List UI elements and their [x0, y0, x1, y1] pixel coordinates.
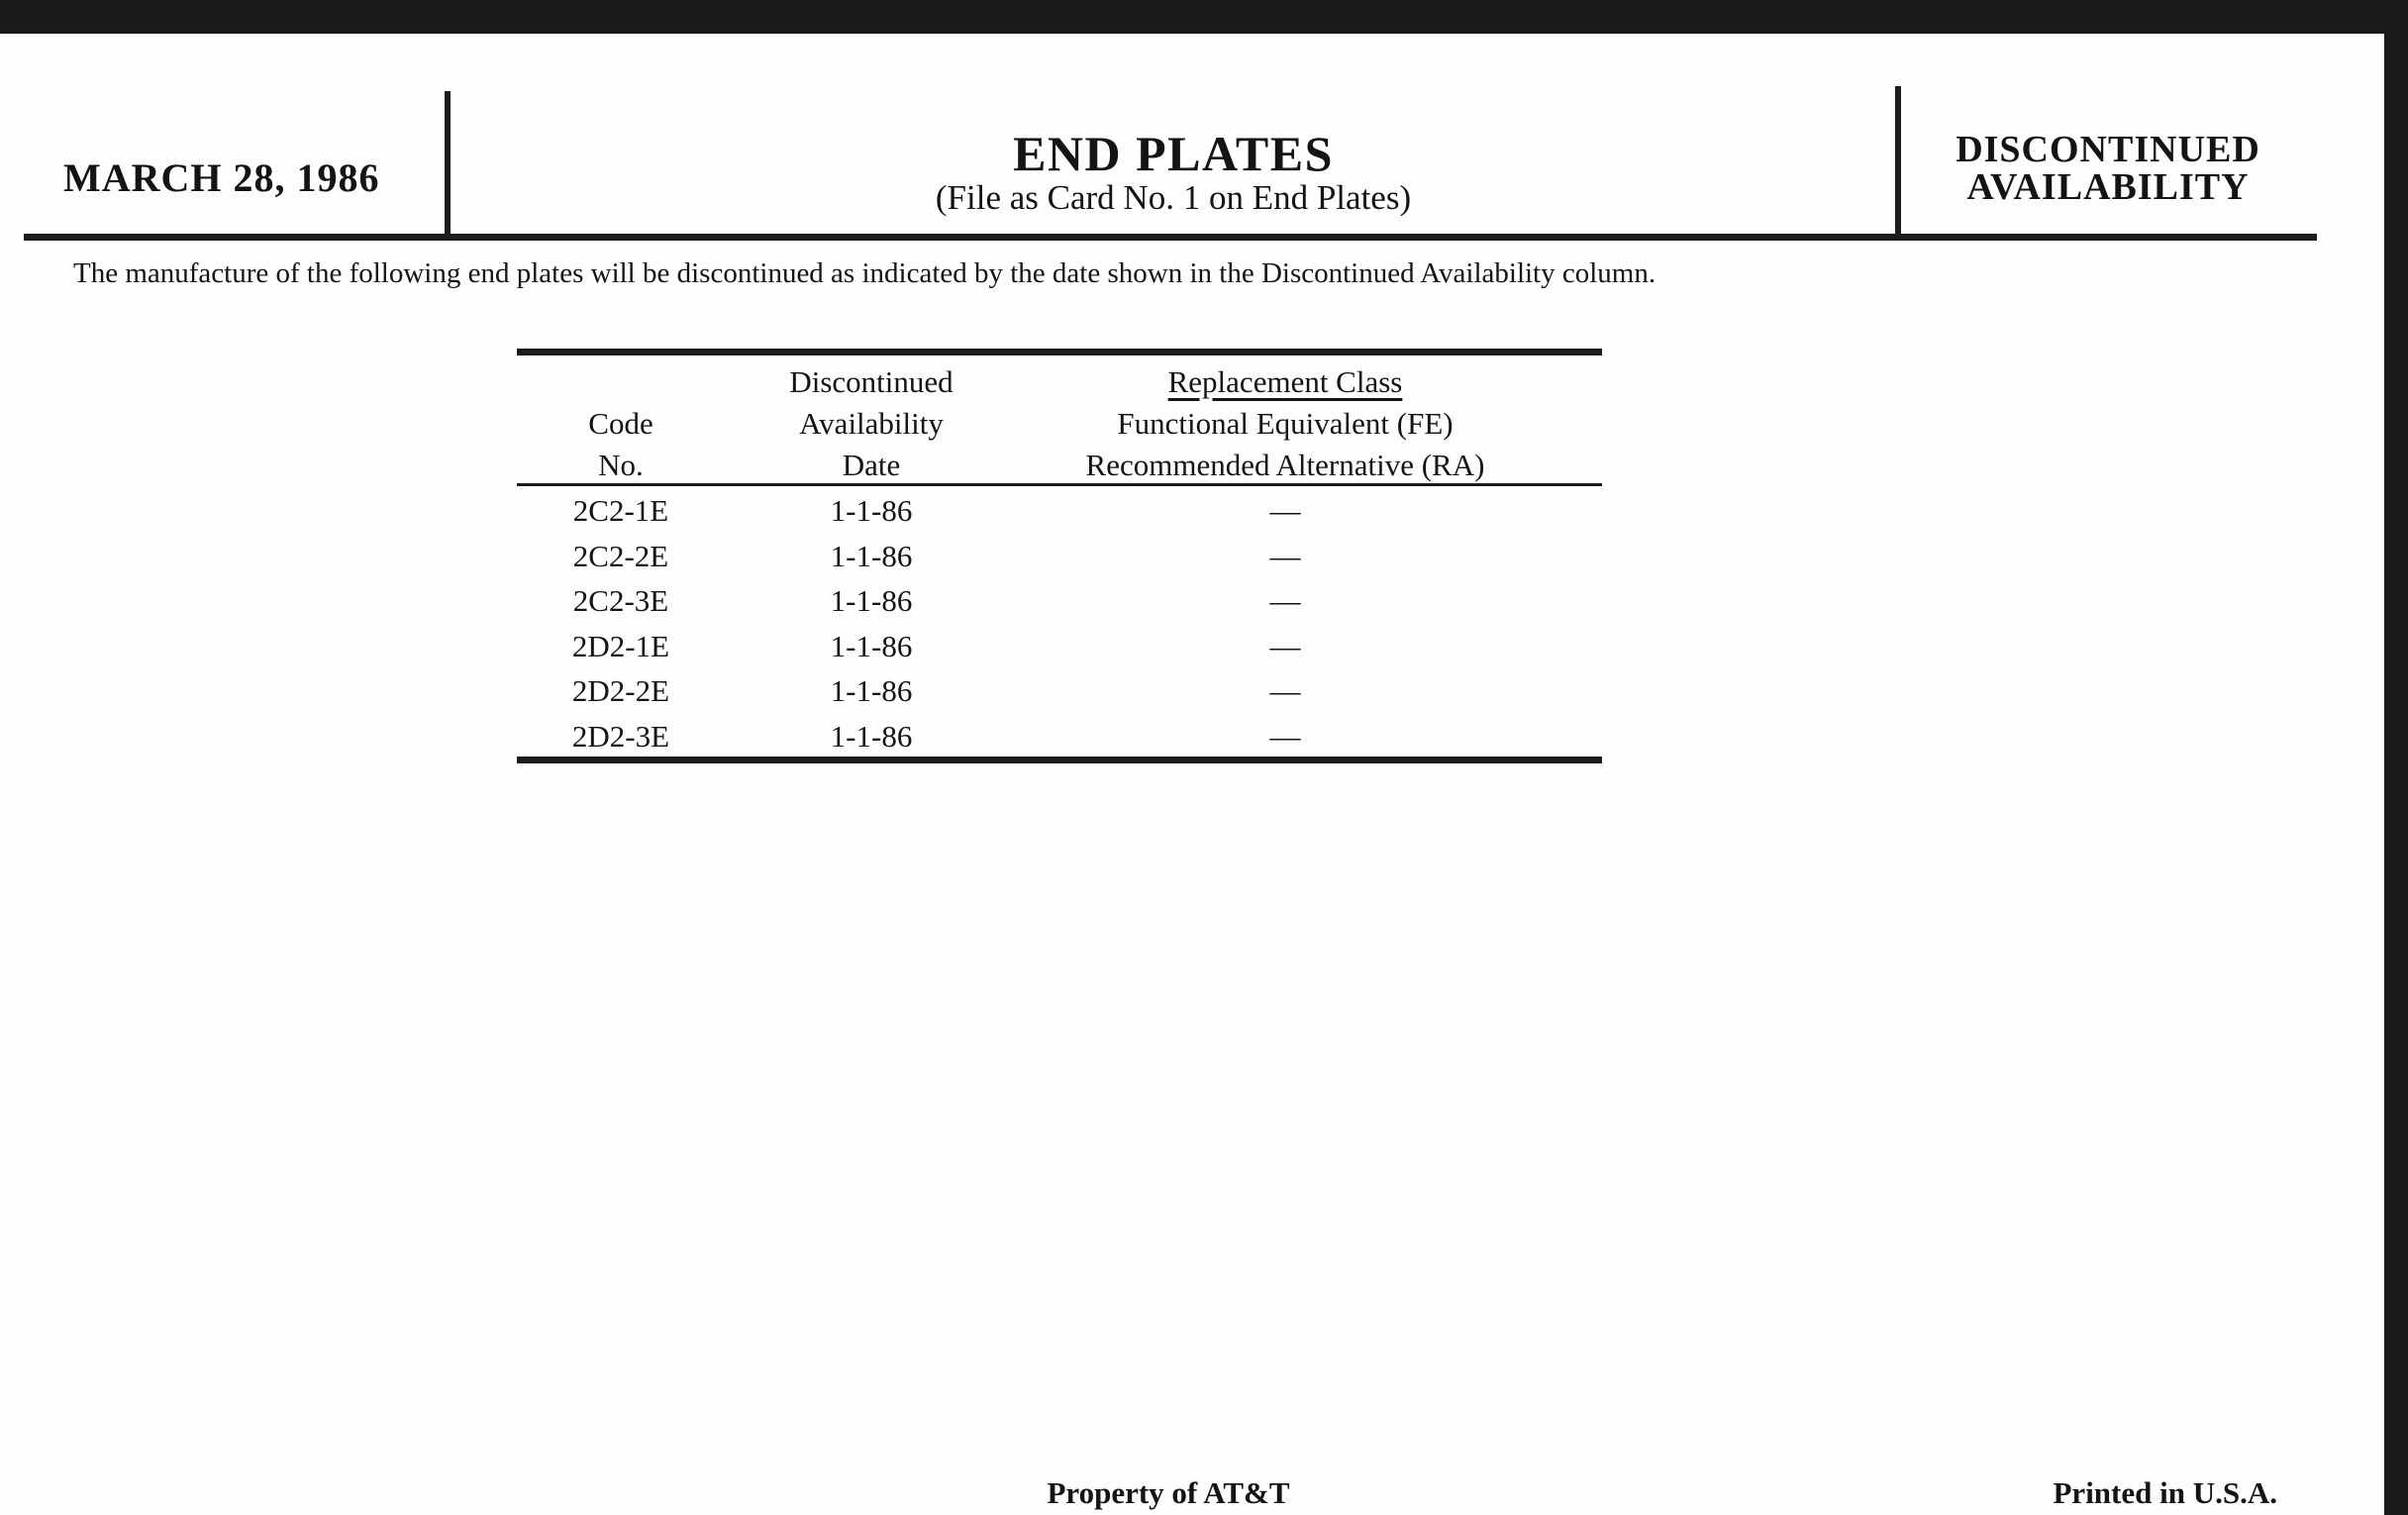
- table-row: [517, 487, 1602, 533]
- footer-printed: Printed in U.S.A.: [2053, 1475, 2277, 1510]
- table-row: [517, 577, 1602, 623]
- table-header-rule: [517, 483, 1602, 486]
- date-cell: 1-1-86: [830, 673, 913, 709]
- date-cell: 1-1-86: [830, 493, 913, 528]
- intro-text: The manufacture of the following end plates will be discontinued as indicated by the date shown in the Discontinued Availability column.: [73, 257, 1656, 289]
- replacement-class-label: Replacement Class: [1167, 364, 1403, 399]
- code-cell: 2D2-2E: [571, 673, 670, 709]
- column-header-replacement: [1008, 361, 1562, 486]
- code-cell: 2C2-1E: [572, 493, 669, 528]
- date-cell: 1-1-86: [830, 583, 913, 619]
- table-row: [517, 623, 1602, 668]
- column-header-date: [735, 361, 1008, 486]
- header-divider-right: [1895, 86, 1901, 236]
- replacement-cell: —: [1269, 673, 1301, 709]
- page-subtitle: (File as Card No. 1 on End Plates): [935, 178, 1412, 217]
- replacement-cell: —: [1269, 538, 1301, 573]
- issue-date: MARCH 28, 1986: [63, 155, 380, 200]
- code-cell: 2D2-3E: [571, 718, 670, 754]
- status-line-1: DISCONTINUED: [1956, 129, 2260, 170]
- table-row: [517, 667, 1602, 713]
- date-header-line-2: Availability: [799, 406, 944, 441]
- date-cell: 1-1-86: [830, 718, 913, 754]
- code-header-line-2: No.: [598, 448, 644, 482]
- replacement-cell: —: [1269, 493, 1301, 528]
- date-header-line-3: Date: [842, 448, 901, 482]
- document-card: [0, 34, 2384, 1515]
- replacement-header-line-2: Functional Equivalent (FE): [1117, 406, 1454, 441]
- code-header-line-1: Code: [588, 406, 653, 441]
- status-line-2: AVAILABILITY: [1966, 166, 2250, 208]
- code-cell: 2C2-2E: [572, 538, 669, 573]
- replacement-header-line-3: Recommended Alternative (RA): [1085, 448, 1485, 482]
- status-heading: [1905, 131, 2311, 206]
- table-body: [517, 487, 1602, 758]
- header-rule: [24, 234, 2317, 241]
- replacement-cell: —: [1269, 718, 1301, 754]
- table-row: [517, 533, 1602, 578]
- date-cell: 1-1-86: [830, 628, 913, 663]
- footer-property: Property of AT&T: [1047, 1475, 1290, 1510]
- code-cell: 2D2-1E: [571, 628, 670, 663]
- date-cell: 1-1-86: [830, 538, 913, 573]
- replacement-header-line-1: [1008, 361, 1562, 403]
- page-title: END PLATES: [1013, 126, 1334, 181]
- table-top-rule: [517, 349, 1602, 355]
- replacement-cell: —: [1269, 628, 1301, 663]
- header-divider-left: [445, 91, 451, 240]
- column-header-code: [517, 403, 725, 486]
- table-bottom-rule: [517, 757, 1602, 763]
- date-header-line-1: Discontinued: [789, 364, 953, 399]
- code-cell: 2C2-3E: [572, 583, 669, 619]
- replacement-cell: —: [1269, 583, 1301, 619]
- table-row: [517, 713, 1602, 758]
